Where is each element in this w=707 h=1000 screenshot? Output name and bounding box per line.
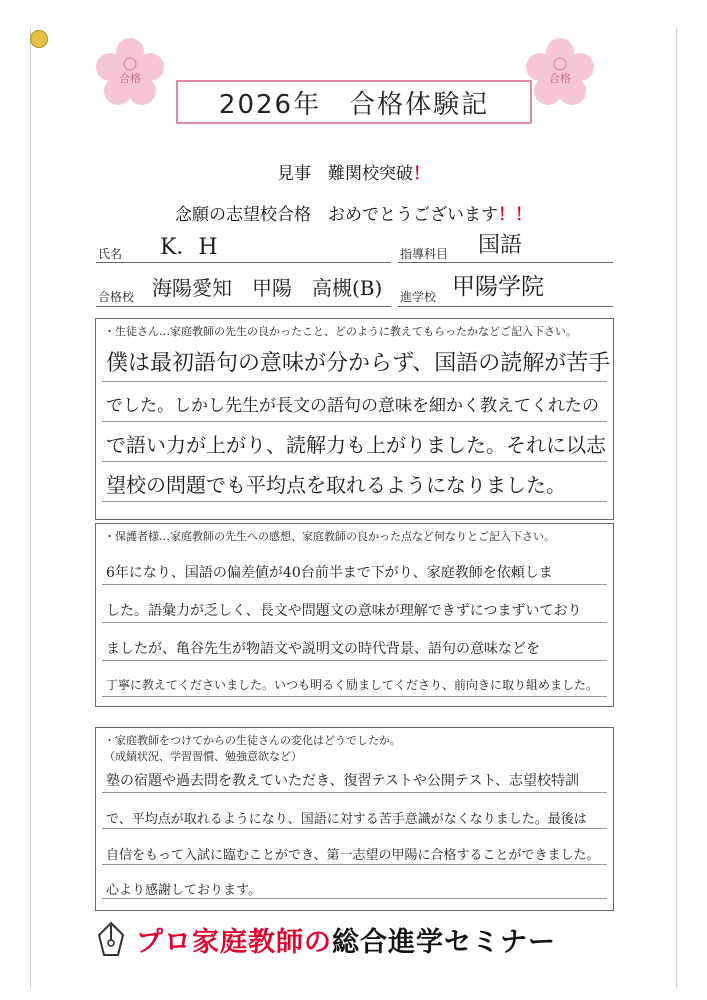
- parent-rule-4: [102, 696, 607, 697]
- subject-underline: [398, 262, 613, 263]
- parent-line-3: ましたが、亀谷先生が物語文や説明文の時代背景、語句の意味などを: [106, 641, 540, 657]
- parent-line-1: 6年になり、国語の偏差値が40台前半まで下がり、家庭教師を依頼しま: [106, 565, 553, 581]
- parent-line-2: した。語彙力が乏しく、長文や問題文の意味が理解できずにつまずいており: [106, 603, 582, 619]
- student-section: [95, 318, 614, 520]
- parent-question: ・保護者様…家庭教師の先生への感想、家庭教師の良かった点など何なりとご記入下さい。: [104, 530, 555, 543]
- change-section: [95, 727, 614, 911]
- student-line-2: でした。しかし先生が長文の語句の意味を細かく教えてくれたの: [106, 396, 599, 416]
- subject-label: 指導科目: [400, 247, 449, 261]
- headline-2-mark: ！！: [498, 205, 532, 225]
- parent-rule-2: [102, 622, 607, 623]
- change-rule-4: [102, 898, 607, 899]
- headline-2-text: 念願の志望校合格 おめでとうございます: [175, 205, 498, 225]
- change-question-sub: （成績状況、学習習慣、勉強意欲など）: [104, 750, 302, 763]
- pushpin-icon: [30, 30, 48, 48]
- parent-rule-1: [102, 584, 607, 585]
- change-question: ・家庭教師をつけてからの生徒さんの変化はどうでしたか。: [104, 734, 401, 747]
- next-school-value: 甲陽学院: [452, 274, 544, 300]
- student-line-4: 望校の問題でも平均点を取れるようになりました。: [106, 473, 566, 497]
- parent-section: [95, 523, 614, 707]
- sakura-badge-right-icon: [525, 38, 595, 108]
- student-rule-2: [102, 421, 607, 422]
- badge-left-text: 合格: [119, 72, 141, 85]
- next-school-underline: [398, 306, 613, 307]
- brand-footer: [96, 916, 616, 962]
- change-rule-3: [102, 864, 607, 865]
- student-line-3: で語い力が上がり、読解力も上がりました。それに以志: [106, 433, 606, 457]
- subject-value: 国語: [478, 233, 523, 258]
- pen-nib-logo-icon: [96, 921, 126, 957]
- student-rule-4: [102, 501, 607, 502]
- student-rule-3: [102, 461, 607, 462]
- student-question: ・生徒さん…家庭教師の先生の良かったこと、どのように教えてもらったかなどご記入下さい。: [104, 325, 577, 338]
- headline-2: [0, 200, 707, 225]
- parent-line-4: 丁寧に教えてくださいました。いつも明るく励ましてくださり、前向きに取り組めました。: [106, 678, 599, 692]
- change-line-4: 心より感謝しております。: [106, 883, 261, 898]
- passed-school-label: 合格校: [98, 290, 135, 304]
- brand-name-black: 総合進学セミナー: [332, 926, 556, 958]
- student-line-1: 僕は最初語句の意味が分からず、国語の読解が苦手: [106, 351, 611, 376]
- passed-school-underline: [96, 306, 391, 307]
- change-rule-1: [102, 792, 607, 793]
- sakura-badge-left-icon: [95, 38, 165, 108]
- brand-name-red: プロ家庭教師の: [136, 926, 332, 958]
- name-underline: [96, 262, 391, 263]
- headline-1-mark: ！: [413, 164, 430, 184]
- change-line-1: 塾の宿題や過去問を教えていただき、復習テストや公開テスト、志望校特訓: [106, 773, 580, 789]
- student-rule-1: [102, 381, 607, 382]
- next-school-label: 進学校: [400, 290, 437, 304]
- headline-1-text: 見事 難関校突破: [277, 164, 413, 184]
- page-title: 2026年 合格体験記: [176, 80, 532, 124]
- badge-right-text: 合格: [549, 72, 571, 85]
- name-value: K．H: [160, 235, 218, 260]
- change-line-2: で、平均点が取れるようになり、国語に対する苦手意識がなくなりました。最後は: [106, 812, 587, 827]
- headline-1: [0, 159, 707, 184]
- name-label: 氏名: [98, 247, 123, 261]
- change-rule-2: [102, 828, 607, 829]
- change-line-3: 自信をもって入試に臨むことができ、第一志望の甲陽に合格することができました。: [106, 848, 600, 863]
- parent-rule-3: [102, 660, 607, 661]
- passed-school-value: 海陽愛知 甲陽 高槻(B): [152, 276, 383, 300]
